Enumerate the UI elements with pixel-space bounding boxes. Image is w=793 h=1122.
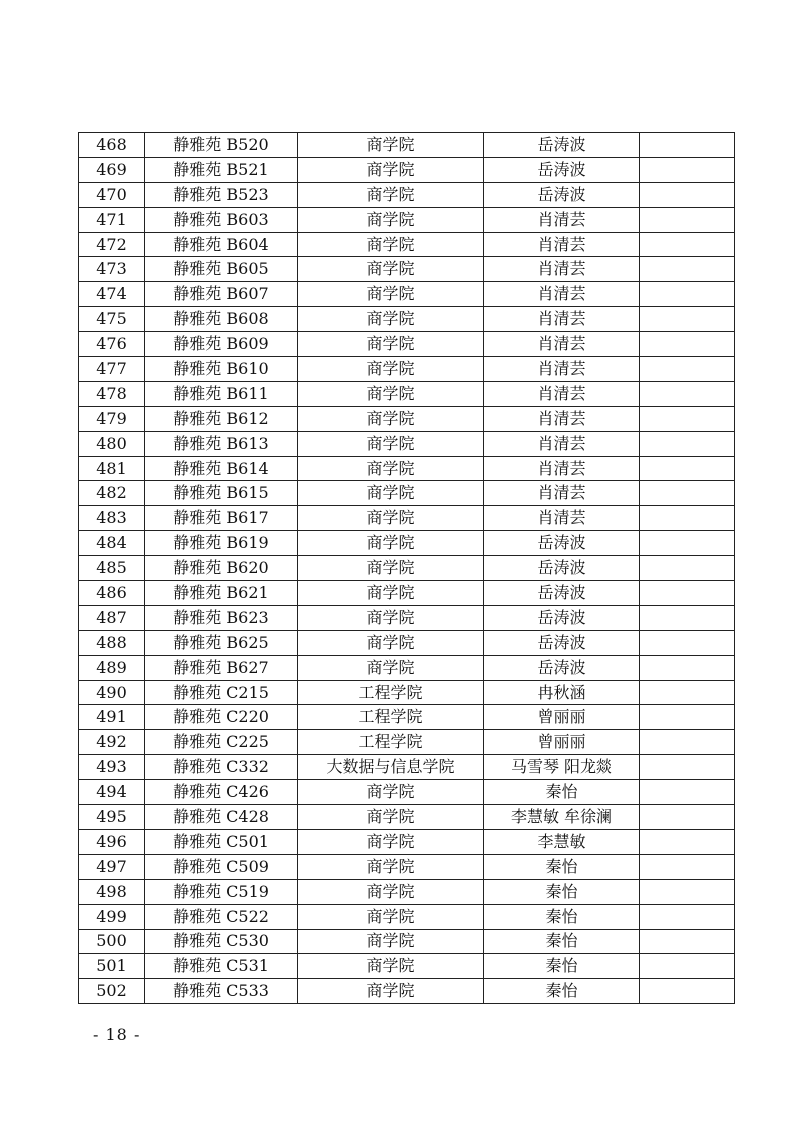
advisor-cell: 肖清芸 (484, 332, 640, 357)
table-row (79, 207, 735, 232)
note-cell (640, 381, 735, 406)
table-row (79, 282, 735, 307)
table-row (79, 431, 735, 456)
row-number-cell: 488 (79, 630, 145, 655)
note-cell (640, 954, 735, 979)
college-cell: 商学院 (298, 780, 484, 805)
room-cell: 静雅苑 B612 (145, 406, 298, 431)
college-cell: 商学院 (298, 357, 484, 382)
row-number-cell: 468 (79, 133, 145, 158)
room-cell: 静雅苑 B523 (145, 182, 298, 207)
note-cell (640, 730, 735, 755)
note-cell (640, 979, 735, 1004)
note-cell (640, 357, 735, 382)
row-number-cell: 476 (79, 332, 145, 357)
advisor-cell: 肖清芸 (484, 232, 640, 257)
college-cell: 商学院 (298, 456, 484, 481)
note-cell (640, 257, 735, 282)
advisor-cell: 岳涛波 (484, 556, 640, 581)
college-cell: 商学院 (298, 282, 484, 307)
advisor-cell: 肖清芸 (484, 431, 640, 456)
row-number-cell: 470 (79, 182, 145, 207)
row-number-cell: 480 (79, 431, 145, 456)
room-cell: 静雅苑 B607 (145, 282, 298, 307)
room-cell: 静雅苑 C428 (145, 805, 298, 830)
advisor-cell: 秦怡 (484, 979, 640, 1004)
row-number-cell: 495 (79, 805, 145, 830)
row-number-cell: 484 (79, 531, 145, 556)
college-cell: 工程学院 (298, 730, 484, 755)
table-row (79, 904, 735, 929)
row-number-cell: 487 (79, 605, 145, 630)
row-number-cell: 493 (79, 755, 145, 780)
college-cell: 商学院 (298, 133, 484, 158)
table-row (79, 456, 735, 481)
college-cell: 商学院 (298, 506, 484, 531)
note-cell (640, 406, 735, 431)
table-row (79, 531, 735, 556)
room-cell: 静雅苑 C519 (145, 879, 298, 904)
advisor-cell: 肖清芸 (484, 307, 640, 332)
college-cell: 商学院 (298, 929, 484, 954)
advisor-cell: 岳涛波 (484, 182, 640, 207)
advisor-cell: 曾丽丽 (484, 730, 640, 755)
table-row (79, 705, 735, 730)
room-cell: 静雅苑 B619 (145, 531, 298, 556)
college-cell: 商学院 (298, 182, 484, 207)
table-row (79, 307, 735, 332)
row-number-cell: 494 (79, 780, 145, 805)
row-number-cell: 475 (79, 307, 145, 332)
advisor-cell: 秦怡 (484, 854, 640, 879)
note-cell (640, 780, 735, 805)
row-number-cell: 502 (79, 979, 145, 1004)
note-cell (640, 332, 735, 357)
table-row (79, 357, 735, 382)
college-cell: 商学院 (298, 556, 484, 581)
note-cell (640, 133, 735, 158)
table-row (79, 381, 735, 406)
room-cell: 静雅苑 B611 (145, 381, 298, 406)
table-row (79, 730, 735, 755)
table-row (79, 954, 735, 979)
college-cell: 工程学院 (298, 680, 484, 705)
room-cell: 静雅苑 B623 (145, 605, 298, 630)
room-cell: 静雅苑 C509 (145, 854, 298, 879)
note-cell (640, 929, 735, 954)
room-cell: 静雅苑 B625 (145, 630, 298, 655)
room-cell: 静雅苑 C220 (145, 705, 298, 730)
room-cell: 静雅苑 C533 (145, 979, 298, 1004)
row-number-cell: 473 (79, 257, 145, 282)
college-cell: 商学院 (298, 232, 484, 257)
room-cell: 静雅苑 B621 (145, 581, 298, 606)
college-cell: 商学院 (298, 207, 484, 232)
note-cell (640, 581, 735, 606)
college-cell: 商学院 (298, 630, 484, 655)
table-row (79, 332, 735, 357)
table-row (79, 133, 735, 158)
advisor-cell: 肖清芸 (484, 207, 640, 232)
row-number-cell: 481 (79, 456, 145, 481)
row-number-cell: 498 (79, 879, 145, 904)
college-cell: 商学院 (298, 307, 484, 332)
note-cell (640, 481, 735, 506)
row-number-cell: 501 (79, 954, 145, 979)
advisor-cell: 肖清芸 (484, 506, 640, 531)
advisor-cell: 秦怡 (484, 929, 640, 954)
row-number-cell: 489 (79, 655, 145, 680)
advisor-cell: 秦怡 (484, 954, 640, 979)
college-cell: 工程学院 (298, 705, 484, 730)
advisor-cell: 肖清芸 (484, 282, 640, 307)
dormitory-table (78, 132, 735, 1004)
row-number-cell: 471 (79, 207, 145, 232)
row-number-cell: 486 (79, 581, 145, 606)
room-cell: 静雅苑 B610 (145, 357, 298, 382)
table-row (79, 406, 735, 431)
room-cell: 静雅苑 B614 (145, 456, 298, 481)
row-number-cell: 490 (79, 680, 145, 705)
note-cell (640, 506, 735, 531)
table-row (79, 979, 735, 1004)
table-row (79, 581, 735, 606)
room-cell: 静雅苑 C215 (145, 680, 298, 705)
room-cell: 静雅苑 B605 (145, 257, 298, 282)
note-cell (640, 232, 735, 257)
college-cell: 商学院 (298, 581, 484, 606)
note-cell (640, 655, 735, 680)
advisor-cell: 肖清芸 (484, 381, 640, 406)
advisor-cell: 曾丽丽 (484, 705, 640, 730)
row-number-cell: 478 (79, 381, 145, 406)
advisor-cell: 肖清芸 (484, 406, 640, 431)
advisor-cell: 李慧敏 牟徐澜 (484, 805, 640, 830)
note-cell (640, 605, 735, 630)
row-number-cell: 500 (79, 929, 145, 954)
room-cell: 静雅苑 B521 (145, 157, 298, 182)
room-cell: 静雅苑 B608 (145, 307, 298, 332)
college-cell: 商学院 (298, 381, 484, 406)
row-number-cell: 477 (79, 357, 145, 382)
row-number-cell: 483 (79, 506, 145, 531)
college-cell: 大数据与信息学院 (298, 755, 484, 780)
row-number-cell: 479 (79, 406, 145, 431)
note-cell (640, 705, 735, 730)
advisor-cell: 岳涛波 (484, 605, 640, 630)
college-cell: 商学院 (298, 979, 484, 1004)
college-cell: 商学院 (298, 157, 484, 182)
room-cell: 静雅苑 B603 (145, 207, 298, 232)
room-cell: 静雅苑 C225 (145, 730, 298, 755)
room-cell: 静雅苑 B615 (145, 481, 298, 506)
college-cell: 商学院 (298, 257, 484, 282)
note-cell (640, 755, 735, 780)
college-cell: 商学院 (298, 854, 484, 879)
room-cell: 静雅苑 C501 (145, 829, 298, 854)
room-cell: 静雅苑 B520 (145, 133, 298, 158)
note-cell (640, 904, 735, 929)
room-cell: 静雅苑 C530 (145, 929, 298, 954)
table-row (79, 605, 735, 630)
college-cell: 商学院 (298, 954, 484, 979)
room-cell: 静雅苑 B609 (145, 332, 298, 357)
advisor-cell: 肖清芸 (484, 456, 640, 481)
note-cell (640, 805, 735, 830)
room-cell: 静雅苑 B620 (145, 556, 298, 581)
college-cell: 商学院 (298, 605, 484, 630)
table-row (79, 854, 735, 879)
college-cell: 商学院 (298, 332, 484, 357)
table-row (79, 157, 735, 182)
note-cell (640, 630, 735, 655)
college-cell: 商学院 (298, 829, 484, 854)
college-cell: 商学院 (298, 904, 484, 929)
note-cell (640, 157, 735, 182)
advisor-cell: 秦怡 (484, 780, 640, 805)
note-cell (640, 182, 735, 207)
note-cell (640, 307, 735, 332)
advisor-cell: 冉秋涵 (484, 680, 640, 705)
note-cell (640, 556, 735, 581)
room-cell: 静雅苑 B604 (145, 232, 298, 257)
note-cell (640, 879, 735, 904)
college-cell: 商学院 (298, 879, 484, 904)
college-cell: 商学院 (298, 431, 484, 456)
row-number-cell: 482 (79, 481, 145, 506)
table-row (79, 755, 735, 780)
advisor-cell: 李慧敏 (484, 829, 640, 854)
row-number-cell: 497 (79, 854, 145, 879)
note-cell (640, 680, 735, 705)
table-row (79, 929, 735, 954)
room-cell: 静雅苑 C531 (145, 954, 298, 979)
college-cell: 商学院 (298, 481, 484, 506)
advisor-cell: 马雪琴 阳龙燚 (484, 755, 640, 780)
college-cell: 商学院 (298, 406, 484, 431)
page-number: - 18 - (93, 1025, 141, 1044)
room-cell: 静雅苑 C332 (145, 755, 298, 780)
row-number-cell: 499 (79, 904, 145, 929)
room-cell: 静雅苑 B613 (145, 431, 298, 456)
table-row (79, 232, 735, 257)
advisor-cell: 岳涛波 (484, 581, 640, 606)
table-row (79, 655, 735, 680)
note-cell (640, 829, 735, 854)
note-cell (640, 282, 735, 307)
row-number-cell: 491 (79, 705, 145, 730)
room-cell: 静雅苑 B627 (145, 655, 298, 680)
table-row (79, 481, 735, 506)
room-cell: 静雅苑 C426 (145, 780, 298, 805)
note-cell (640, 531, 735, 556)
row-number-cell: 469 (79, 157, 145, 182)
advisor-cell: 岳涛波 (484, 655, 640, 680)
row-number-cell: 485 (79, 556, 145, 581)
row-number-cell: 492 (79, 730, 145, 755)
advisor-cell: 肖清芸 (484, 257, 640, 282)
note-cell (640, 431, 735, 456)
advisor-cell: 岳涛波 (484, 157, 640, 182)
college-cell: 商学院 (298, 531, 484, 556)
table-row (79, 829, 735, 854)
table-row (79, 556, 735, 581)
advisor-cell: 秦怡 (484, 879, 640, 904)
table-row (79, 182, 735, 207)
advisor-cell: 肖清芸 (484, 357, 640, 382)
table-row (79, 680, 735, 705)
note-cell (640, 854, 735, 879)
table-row (79, 257, 735, 282)
room-cell: 静雅苑 C522 (145, 904, 298, 929)
table-row (79, 805, 735, 830)
advisor-cell: 肖清芸 (484, 481, 640, 506)
row-number-cell: 496 (79, 829, 145, 854)
row-number-cell: 472 (79, 232, 145, 257)
table-row (79, 506, 735, 531)
dormitory-table-body (79, 133, 735, 1004)
college-cell: 商学院 (298, 805, 484, 830)
advisor-cell: 岳涛波 (484, 133, 640, 158)
advisor-cell: 秦怡 (484, 904, 640, 929)
advisor-cell: 岳涛波 (484, 630, 640, 655)
room-cell: 静雅苑 B617 (145, 506, 298, 531)
row-number-cell: 474 (79, 282, 145, 307)
note-cell (640, 456, 735, 481)
note-cell (640, 207, 735, 232)
table-row (79, 879, 735, 904)
table-row (79, 630, 735, 655)
college-cell: 商学院 (298, 655, 484, 680)
advisor-cell: 岳涛波 (484, 531, 640, 556)
table-row (79, 780, 735, 805)
